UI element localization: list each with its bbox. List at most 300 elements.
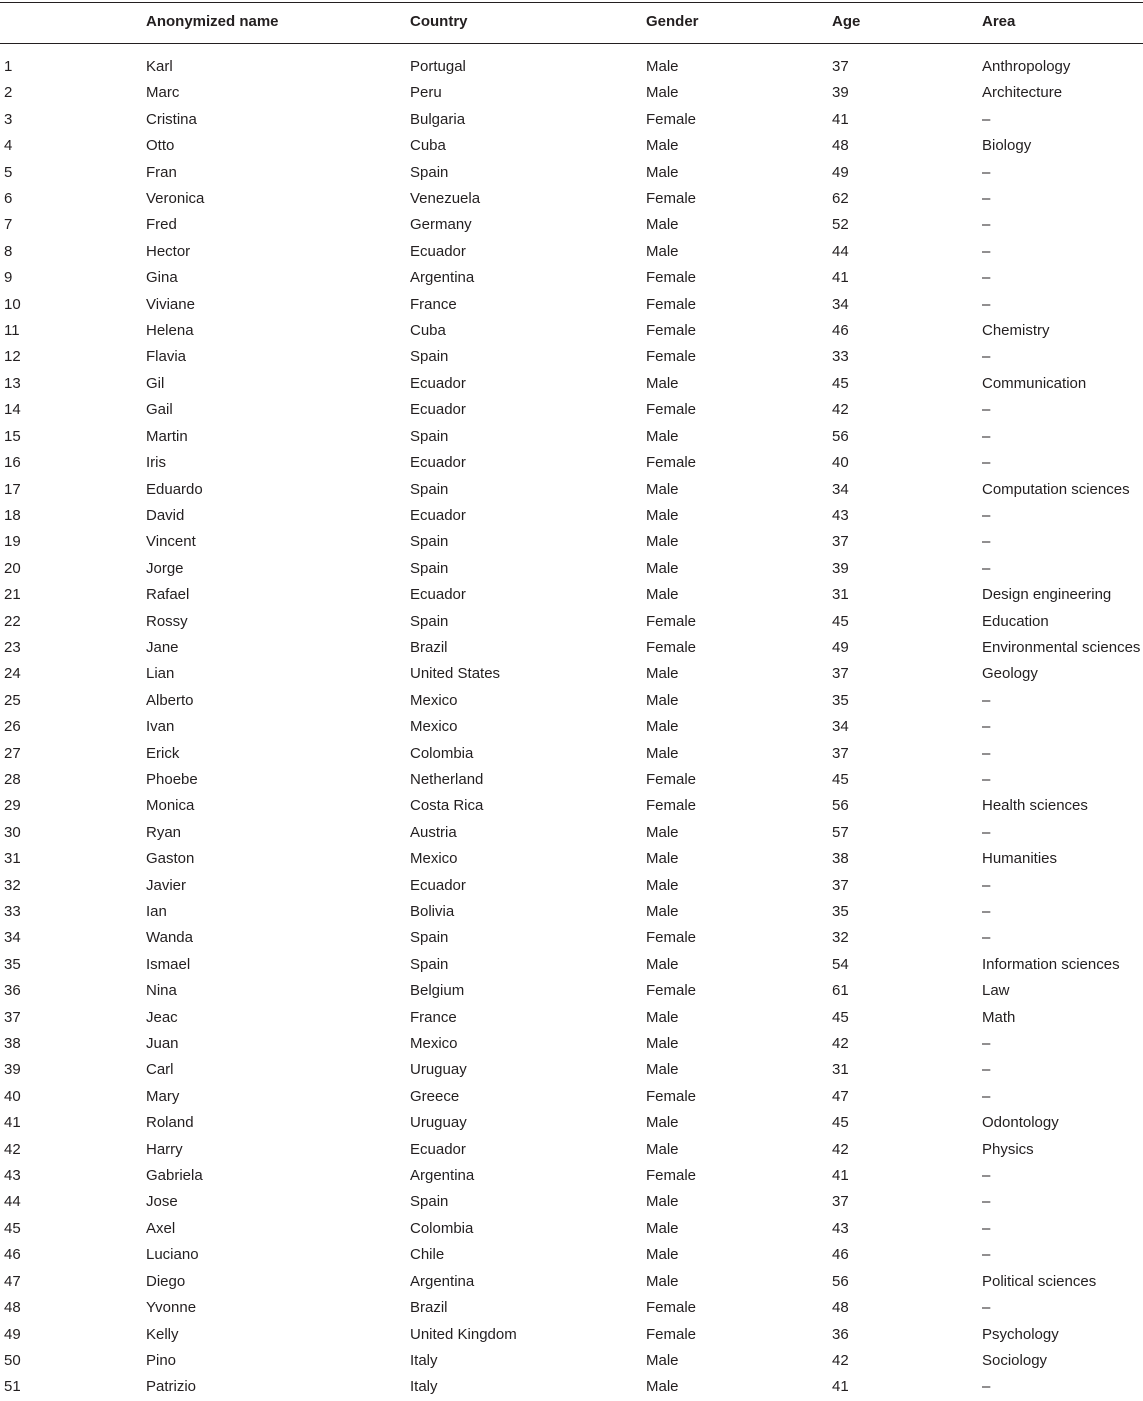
gender-cell: Male (646, 1246, 679, 1264)
header-gender: Gender (646, 13, 699, 30)
country-cell: Ecuador (410, 586, 466, 604)
anonymized-name-cell: Gil (146, 374, 165, 392)
age-cell: 56 (832, 1272, 849, 1290)
age-cell: 48 (832, 137, 849, 155)
table-row (0, 820, 1143, 846)
table-row (0, 1295, 1143, 1321)
gender-cell: Male (646, 876, 679, 894)
row-number: 44 (4, 1193, 21, 1211)
table-row (0, 424, 1143, 450)
area-cell: – (982, 1193, 991, 1211)
anonymized-name-cell: Cristina (146, 110, 197, 128)
gender-cell: Female (646, 770, 697, 788)
row-number: 42 (4, 1140, 21, 1158)
anonymized-name-cell: Patrizio (146, 1378, 197, 1396)
country-cell: Spain (410, 348, 449, 366)
gender-cell: Male (646, 374, 679, 392)
gender-cell: Male (646, 823, 679, 841)
table-row (0, 1374, 1143, 1400)
area-cell: – (982, 533, 991, 551)
anonymized-name-cell: Fran (146, 163, 177, 181)
area-cell: Humanities (982, 850, 1058, 868)
gender-cell: Male (646, 137, 679, 155)
area-cell: Communication (982, 374, 1087, 392)
area-cell: – (982, 929, 991, 947)
country-cell: Uruguay (410, 1061, 467, 1079)
age-cell: 56 (832, 427, 849, 445)
table-row (0, 1322, 1143, 1348)
age-cell: 34 (832, 480, 849, 498)
age-cell: 39 (832, 84, 849, 102)
anonymized-name-cell: Rossy (146, 612, 188, 630)
area-cell: – (982, 1219, 991, 1237)
anonymized-name-cell: Mary (146, 1087, 180, 1105)
table-row (0, 846, 1143, 872)
gender-cell: Female (646, 638, 697, 656)
anonymized-name-cell: Jane (146, 638, 179, 656)
area-cell: Architecture (982, 84, 1063, 102)
row-number: 1 (4, 58, 13, 75)
area-cell: Physics (982, 1140, 1034, 1158)
table-row (0, 477, 1143, 503)
country-cell: France (410, 295, 457, 313)
area-cell: – (982, 401, 991, 419)
age-cell: 34 (832, 295, 849, 313)
anonymized-name-cell: Axel (146, 1219, 176, 1237)
area-cell: Biology (982, 137, 1032, 155)
table-row (0, 741, 1143, 767)
area-cell: – (982, 691, 991, 709)
area-cell: – (982, 295, 991, 313)
country-cell: Ecuador (410, 454, 466, 472)
gender-cell: Male (646, 903, 679, 920)
row-number: 19 (4, 533, 21, 551)
age-cell: 37 (832, 533, 849, 551)
row-number: 2 (4, 84, 13, 102)
age-cell: 56 (832, 797, 849, 815)
gender-cell: Female (646, 1087, 697, 1105)
gender-cell: Male (646, 718, 679, 736)
age-cell: 42 (832, 1140, 849, 1158)
anonymized-name-cell: Viviane (146, 295, 195, 313)
row-number: 14 (4, 401, 21, 419)
area-cell: – (982, 903, 991, 920)
anonymized-name-cell: Phoebe (146, 770, 198, 788)
gender-cell: Male (646, 1351, 679, 1369)
anonymized-name-cell: Monica (146, 797, 195, 815)
anonymized-name-cell: Pino (146, 1351, 177, 1369)
anonymized-name-cell: Martin (146, 427, 188, 445)
country-cell: Venezuela (410, 190, 481, 208)
age-cell: 47 (832, 1087, 849, 1105)
row-number: 28 (4, 770, 21, 788)
table-row (0, 1163, 1143, 1189)
anonymized-name-cell: Ivan (146, 718, 175, 736)
age-cell: 36 (832, 1325, 849, 1343)
anonymized-name-cell: Karl (146, 58, 173, 75)
age-cell: 43 (832, 506, 849, 524)
header-name: Anonymized name (146, 13, 279, 30)
row-number: 49 (4, 1325, 21, 1343)
anonymized-name-cell: Jeac (146, 1008, 178, 1026)
anonymized-name-cell: Eduardo (146, 480, 203, 498)
table-row (0, 397, 1143, 423)
area-cell: Sociology (982, 1351, 1048, 1369)
age-cell: 37 (832, 744, 849, 762)
anonymized-name-cell: Diego (146, 1272, 186, 1290)
table-row (0, 318, 1143, 344)
age-cell: 41 (832, 1167, 849, 1185)
area-cell: – (982, 1167, 991, 1185)
table-row (0, 688, 1143, 714)
age-cell: 43 (832, 1219, 849, 1237)
country-cell: Cuba (410, 322, 446, 340)
anonymized-name-cell: Gail (146, 401, 173, 419)
age-cell: 31 (832, 586, 849, 604)
country-cell: Italy (410, 1351, 438, 1369)
country-cell: Mexico (410, 1035, 458, 1053)
area-cell: – (982, 242, 991, 260)
age-cell: 38 (832, 850, 849, 868)
table-header-row (0, 0, 1143, 44)
gender-cell: Male (646, 1035, 679, 1053)
country-cell: Bulgaria (410, 110, 466, 128)
age-cell: 52 (832, 216, 849, 234)
area-cell: Education (982, 612, 1049, 630)
anonymized-name-cell: Nina (146, 982, 177, 1000)
anonymized-name-cell: Ian (146, 903, 167, 920)
country-cell: Spain (410, 480, 449, 498)
table-row (0, 265, 1143, 291)
table-row (0, 133, 1143, 159)
age-cell: 37 (832, 665, 849, 683)
area-cell: – (982, 744, 991, 762)
area-cell: – (982, 770, 991, 788)
country-cell: Spain (410, 533, 449, 551)
gender-cell: Male (646, 533, 679, 551)
row-number: 47 (4, 1272, 21, 1290)
area-cell: Geology (982, 665, 1038, 683)
age-cell: 42 (832, 401, 849, 419)
gender-cell: Male (646, 242, 679, 260)
age-cell: 49 (832, 163, 849, 181)
country-cell: Ecuador (410, 242, 466, 260)
age-cell: 39 (832, 559, 849, 577)
anonymized-name-cell: Juan (146, 1035, 179, 1053)
anonymized-name-cell: Flavia (146, 348, 187, 366)
gender-cell: Male (646, 1378, 679, 1396)
country-cell: Mexico (410, 850, 458, 868)
area-cell: – (982, 823, 991, 841)
area-cell: Environmental sciences (982, 638, 1141, 656)
table-row (0, 54, 1143, 80)
age-cell: 46 (832, 1246, 849, 1264)
country-cell: Italy (410, 1378, 438, 1396)
row-number: 11 (4, 322, 20, 340)
row-number: 34 (4, 929, 21, 947)
country-cell: United States (410, 665, 501, 683)
row-number: 5 (4, 163, 13, 181)
gender-cell: Male (646, 744, 679, 762)
gender-cell: Male (646, 1219, 679, 1237)
table-row (0, 529, 1143, 555)
country-cell: Portugal (410, 58, 466, 75)
gender-cell: Female (646, 982, 697, 1000)
country-cell: Argentina (410, 1167, 475, 1185)
country-cell: Spain (410, 427, 449, 445)
row-number: 43 (4, 1167, 21, 1185)
table-row (0, 899, 1143, 925)
area-cell: Psychology (982, 1325, 1059, 1343)
table-row (0, 1110, 1143, 1136)
anonymized-name-cell: Gabriela (146, 1167, 203, 1185)
gender-cell: Male (646, 1140, 679, 1158)
table-row (0, 107, 1143, 133)
gender-cell: Male (646, 480, 679, 498)
country-cell: Spain (410, 955, 449, 973)
row-number: 35 (4, 955, 21, 973)
table-row (0, 1269, 1143, 1295)
area-cell: – (982, 1246, 991, 1264)
anonymized-name-cell: Marc (146, 84, 180, 102)
gender-cell: Male (646, 1061, 679, 1079)
gender-cell: Male (646, 559, 679, 577)
area-cell: Anthropology (982, 58, 1071, 75)
gender-cell: Female (646, 322, 697, 340)
row-number: 18 (4, 506, 21, 524)
table-row (0, 1057, 1143, 1083)
gender-cell: Male (646, 1272, 679, 1290)
country-cell: Spain (410, 1193, 449, 1211)
country-cell: United Kingdom (410, 1325, 517, 1343)
country-cell: Netherland (410, 770, 484, 788)
country-cell: Ecuador (410, 876, 466, 894)
gender-cell: Female (646, 110, 697, 128)
table-row (0, 239, 1143, 265)
row-number: 46 (4, 1246, 21, 1264)
country-cell: Bolivia (410, 903, 455, 920)
anonymized-name-cell: Kelly (146, 1325, 179, 1343)
row-number: 32 (4, 876, 21, 894)
table-row (0, 186, 1143, 212)
age-cell: 45 (832, 1008, 849, 1026)
area-cell: – (982, 506, 991, 524)
row-number: 48 (4, 1299, 21, 1317)
anonymized-name-cell: Harry (146, 1140, 183, 1158)
anonymized-name-cell: Hector (146, 242, 191, 260)
country-cell: Ecuador (410, 506, 466, 524)
age-cell: 44 (832, 242, 849, 260)
table-row (0, 582, 1143, 608)
anonymized-name-cell: Carl (146, 1061, 174, 1079)
table-row (0, 503, 1143, 529)
anonymized-name-cell: Lian (146, 665, 175, 683)
row-number: 6 (4, 190, 13, 208)
area-cell: – (982, 110, 991, 128)
row-number: 4 (4, 137, 13, 155)
country-cell: Brazil (410, 638, 448, 656)
table-row (0, 793, 1143, 819)
table-row (0, 371, 1143, 397)
anonymized-name-cell: Ismael (146, 955, 191, 973)
age-cell: 57 (832, 823, 849, 841)
age-cell: 37 (832, 1193, 849, 1211)
row-number: 33 (4, 903, 21, 920)
country-cell: Brazil (410, 1299, 448, 1317)
gender-cell: Male (646, 58, 679, 75)
area-cell: – (982, 454, 991, 472)
age-cell: 41 (832, 110, 849, 128)
table-row (0, 1348, 1143, 1374)
area-cell: – (982, 427, 991, 445)
country-cell: Mexico (410, 718, 458, 736)
area-cell: – (982, 1378, 991, 1396)
row-number: 3 (4, 110, 13, 128)
row-number: 45 (4, 1219, 21, 1237)
header-area: Area (982, 13, 1016, 30)
country-cell: Spain (410, 929, 449, 947)
gender-cell: Female (646, 401, 697, 419)
area-cell: Political sciences (982, 1272, 1097, 1290)
row-number: 22 (4, 612, 21, 630)
age-cell: 41 (832, 1378, 849, 1396)
age-cell: 37 (832, 876, 849, 894)
table-body (0, 54, 1143, 1401)
area-cell: – (982, 718, 991, 736)
area-cell: Chemistry (982, 322, 1050, 340)
age-cell: 45 (832, 770, 849, 788)
anonymized-name-cell: Gaston (146, 850, 195, 868)
gender-cell: Male (646, 691, 679, 709)
table-row (0, 1084, 1143, 1110)
row-number: 23 (4, 638, 21, 656)
anonymized-name-cell: Alberto (146, 691, 194, 709)
country-cell: Argentina (410, 269, 475, 287)
table-row (0, 925, 1143, 951)
gender-cell: Male (646, 1193, 679, 1211)
anonymized-name-cell: Helena (146, 322, 194, 340)
row-number: 7 (4, 216, 13, 234)
table-row (0, 344, 1143, 370)
gender-cell: Male (646, 586, 679, 604)
row-number: 51 (4, 1378, 21, 1396)
gender-cell: Male (646, 1008, 679, 1026)
age-cell: 48 (832, 1299, 849, 1317)
age-cell: 42 (832, 1351, 849, 1369)
row-number: 40 (4, 1087, 21, 1105)
row-number: 21 (4, 586, 21, 604)
age-cell: 45 (832, 1114, 849, 1132)
age-cell: 32 (832, 929, 849, 947)
table-header-rule (0, 43, 1143, 44)
table-row (0, 767, 1143, 793)
gender-cell: Female (646, 269, 697, 287)
table-row (0, 1137, 1143, 1163)
header-age: Age (832, 13, 861, 30)
gender-cell: Female (646, 929, 697, 947)
age-cell: 41 (832, 269, 849, 287)
age-cell: 62 (832, 190, 849, 208)
anonymized-name-cell: Fred (146, 216, 177, 234)
area-cell: – (982, 163, 991, 181)
row-number: 20 (4, 559, 21, 577)
row-number: 38 (4, 1035, 21, 1053)
table-row (0, 1189, 1143, 1215)
country-cell: Spain (410, 163, 449, 181)
anonymized-name-cell: Wanda (146, 929, 193, 947)
area-cell: – (982, 1061, 991, 1079)
country-cell: Mexico (410, 691, 458, 709)
gender-cell: Male (646, 84, 679, 102)
row-number: 15 (4, 427, 21, 445)
anonymized-name-cell: Luciano (146, 1246, 199, 1264)
gender-cell: Female (646, 190, 697, 208)
area-cell: – (982, 559, 991, 577)
country-cell: Uruguay (410, 1114, 467, 1132)
age-cell: 35 (832, 691, 849, 709)
country-cell: Argentina (410, 1272, 475, 1290)
row-number: 17 (4, 480, 21, 498)
table-row (0, 609, 1143, 635)
anonymized-name-cell: Gina (146, 269, 178, 287)
table-row (0, 1242, 1143, 1268)
row-number: 31 (4, 850, 21, 868)
row-number: 9 (4, 269, 13, 287)
anonymized-name-cell: Veronica (146, 190, 205, 208)
area-cell: – (982, 876, 991, 894)
gender-cell: Female (646, 797, 697, 815)
gender-cell: Female (646, 1167, 697, 1185)
country-cell: Belgium (410, 982, 465, 1000)
anonymized-name-cell: Roland (146, 1114, 194, 1132)
anonymized-name-cell: Jorge (146, 559, 184, 577)
gender-cell: Male (646, 955, 679, 973)
row-number: 27 (4, 744, 21, 762)
anonymized-name-cell: Javier (146, 876, 187, 894)
age-cell: 42 (832, 1035, 849, 1053)
row-number: 41 (4, 1114, 21, 1132)
age-cell: 46 (832, 322, 849, 340)
age-cell: 49 (832, 638, 849, 656)
table-row (0, 1031, 1143, 1057)
row-number: 24 (4, 665, 21, 683)
country-cell: Colombia (410, 1219, 474, 1237)
age-cell: 45 (832, 612, 849, 630)
country-cell: Ecuador (410, 401, 466, 419)
gender-cell: Male (646, 216, 679, 234)
country-cell: Cuba (410, 137, 446, 155)
area-cell: – (982, 1087, 991, 1105)
area-cell: – (982, 348, 991, 366)
header-country: Country (410, 13, 468, 30)
anonymized-name-cell: Iris (146, 454, 166, 472)
gender-cell: Female (646, 454, 697, 472)
row-number: 13 (4, 374, 21, 392)
age-cell: 31 (832, 1061, 849, 1079)
country-cell: Spain (410, 612, 449, 630)
country-cell: Austria (410, 823, 457, 841)
country-cell: Greece (410, 1087, 460, 1105)
table-row (0, 873, 1143, 899)
age-cell: 37 (832, 58, 849, 75)
country-cell: Ecuador (410, 1140, 466, 1158)
gender-cell: Male (646, 1114, 679, 1132)
table-row (0, 80, 1143, 106)
row-number: 8 (4, 242, 13, 260)
row-number: 30 (4, 823, 21, 841)
area-cell: – (982, 1035, 991, 1053)
table-row (0, 450, 1143, 476)
